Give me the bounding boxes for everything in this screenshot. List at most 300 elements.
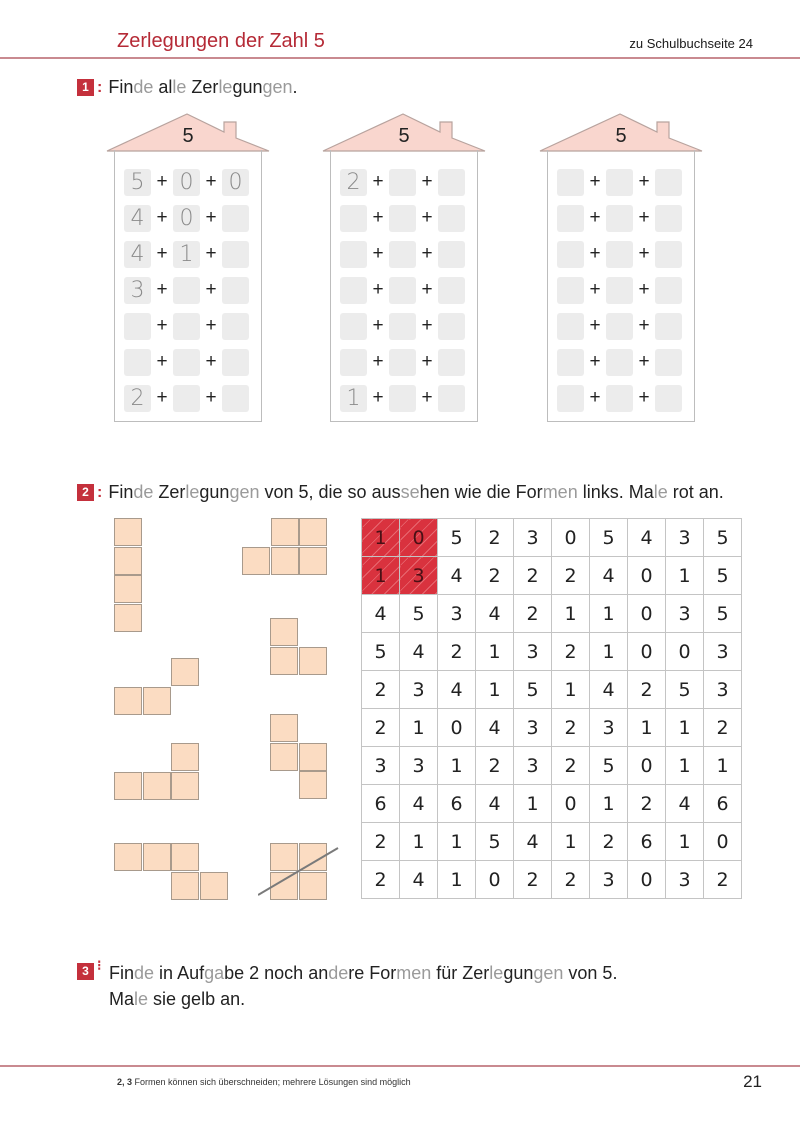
grid-cell[interactable]: 2 (704, 709, 742, 747)
grid-row (362, 557, 742, 595)
task-number-badge: 3 (77, 963, 94, 980)
grid-cell[interactable]: 0 (628, 557, 666, 595)
syllable: de (328, 963, 349, 983)
syllable: men (396, 963, 432, 983)
grid-cell[interactable]: 1 (590, 633, 628, 671)
grid-cell[interactable]: 0 (628, 861, 666, 899)
plus-sign: + (156, 351, 168, 372)
grid-cell[interactable]: 1 (400, 823, 438, 861)
answer-box[interactable] (173, 277, 200, 304)
plus-sign: + (421, 351, 433, 372)
shape-square (270, 647, 298, 675)
grid-cell[interactable]: 6 (362, 785, 400, 823)
plus-sign: + (589, 207, 601, 228)
grid-cell[interactable]: 1 (400, 709, 438, 747)
grid-cell[interactable]: 2 (362, 709, 400, 747)
answer-box[interactable] (222, 205, 249, 232)
grid-cell[interactable]: 3 (514, 633, 552, 671)
grid-cell[interactable]: 4 (400, 785, 438, 823)
plus-sign: + (638, 315, 650, 336)
grid-cell[interactable]: 3 (514, 709, 552, 747)
syllable: gen (229, 482, 260, 502)
grid-cell[interactable]: 6 (628, 823, 666, 861)
answer-box[interactable] (438, 205, 465, 232)
grid-cell[interactable]: 0 (666, 633, 704, 671)
grid-cell[interactable]: 3 (590, 861, 628, 899)
grid-cell[interactable]: 1 (666, 747, 704, 785)
grid-cell[interactable]: 4 (400, 633, 438, 671)
grid-cell[interactable]: 6 (438, 785, 476, 823)
decomposition-row (124, 348, 249, 376)
grid-cell[interactable]: 2 (476, 557, 514, 595)
plus-sign: + (372, 279, 384, 300)
grid-row (362, 633, 742, 671)
grid-cell[interactable]: 5 (400, 595, 438, 633)
shape-square (270, 714, 298, 742)
answer-box[interactable] (340, 277, 367, 304)
roof-number: 5 (615, 125, 627, 147)
decomposition-row (557, 240, 682, 268)
answer-box[interactable]: 0 (173, 205, 200, 232)
grid-cell[interactable]: 4 (514, 823, 552, 861)
shape-square (114, 575, 142, 603)
syllable: le (218, 77, 233, 97)
grid-row (362, 595, 742, 633)
plus-sign: + (372, 243, 384, 264)
task-2-text (108, 482, 723, 503)
plus-sign: + (589, 387, 601, 408)
grid-cell[interactable]: 2 (362, 671, 400, 709)
answer-box[interactable] (389, 241, 416, 268)
plus-sign: + (156, 279, 168, 300)
shape-square (114, 604, 142, 632)
grid-cell[interactable]: 2 (628, 671, 666, 709)
plus-sign: + (372, 207, 384, 228)
shape-square (242, 547, 270, 575)
decomposition-row (557, 168, 682, 196)
plus-sign: + (372, 315, 384, 336)
grid-cell[interactable]: 1 (438, 747, 476, 785)
syllable: gun (503, 963, 534, 983)
syllable: hen wie die For (419, 482, 543, 502)
grid-row (362, 823, 742, 861)
syllable: le (489, 963, 504, 983)
syllable: men (542, 482, 578, 502)
grid-cell[interactable]: 1 (552, 823, 590, 861)
answer-box[interactable] (124, 313, 151, 340)
syllable: von 5, die so aus (259, 482, 401, 502)
grid-cell[interactable]: 2 (438, 633, 476, 671)
answer-box[interactable] (438, 169, 465, 196)
plus-sign: + (205, 387, 217, 408)
grid-cell[interactable]: 2 (704, 861, 742, 899)
grid-cell[interactable]: 0 (704, 823, 742, 861)
decomposition-row (557, 312, 682, 340)
answer-box[interactable] (606, 349, 633, 376)
syllable: gun (232, 77, 263, 97)
grid-cell[interactable]: 2 (514, 557, 552, 595)
grid-cell[interactable]: 3 (400, 671, 438, 709)
answer-box[interactable] (389, 313, 416, 340)
decomposition-row (557, 384, 682, 412)
answer-box[interactable] (389, 385, 416, 412)
syllable: de (133, 482, 154, 502)
shape-square (171, 843, 199, 871)
grid-cell[interactable]: 1 (514, 785, 552, 823)
plus-sign: + (589, 171, 601, 192)
task-1-text (108, 77, 297, 98)
shape-square (299, 771, 327, 799)
grid-cell[interactable]: 2 (514, 595, 552, 633)
plus-sign: + (205, 315, 217, 336)
syllable: Fin (108, 482, 134, 502)
answer-box[interactable] (557, 205, 584, 232)
plus-sign: + (589, 243, 601, 264)
grid-cell[interactable]: 0 (552, 785, 590, 823)
grid-cell[interactable]: 2 (476, 519, 514, 557)
grid-cell[interactable]: 1 (552, 671, 590, 709)
grid-row (362, 519, 742, 557)
shape-square (171, 743, 199, 771)
answer-box[interactable] (557, 313, 584, 340)
answer-box[interactable] (438, 277, 465, 304)
grid-cell[interactable]: 4 (628, 519, 666, 557)
decomposition-row (557, 204, 682, 232)
grid-cell[interactable]: 2 (552, 633, 590, 671)
grid-cell[interactable]: 3 (704, 633, 742, 671)
answer-box[interactable] (438, 385, 465, 412)
grid-cell[interactable]: 1 (438, 823, 476, 861)
decomposition-row (124, 384, 249, 412)
grid-cell[interactable]: 1 (666, 557, 704, 595)
task-number-badge: 2 (77, 484, 94, 501)
plus-sign: + (372, 171, 384, 192)
answer-box[interactable] (606, 277, 633, 304)
answer-box[interactable]: 1 (173, 241, 200, 268)
decomposition-row (340, 168, 465, 196)
grid-cell[interactable]: 4 (476, 709, 514, 747)
plus-sign: + (156, 387, 168, 408)
answer-box[interactable] (438, 349, 465, 376)
plus-sign: + (156, 243, 168, 264)
syllable: Ma (109, 989, 135, 1009)
syllable: ga (204, 963, 225, 983)
grid-cell[interactable]: 3 (514, 519, 552, 557)
page-title: Zerlegungen der Zahl 5 (117, 30, 325, 52)
grid-cell[interactable]: 3 (400, 747, 438, 785)
answer-box[interactable] (655, 349, 682, 376)
grid-cell[interactable]: 3 (362, 747, 400, 785)
grid-row (362, 785, 742, 823)
grid-row (362, 671, 742, 709)
plus-sign: + (156, 171, 168, 192)
grid-cell[interactable]: 0 (628, 595, 666, 633)
answer-box[interactable] (389, 277, 416, 304)
plus-sign: + (205, 171, 217, 192)
answer-box[interactable] (389, 169, 416, 196)
answer-box[interactable] (655, 205, 682, 232)
answer-box[interactable] (557, 349, 584, 376)
answer-box[interactable] (222, 241, 249, 268)
grid-row (362, 861, 742, 899)
answer-box[interactable] (655, 241, 682, 268)
answer-box[interactable] (173, 313, 200, 340)
grid-cell[interactable]: 5 (704, 557, 742, 595)
answer-box[interactable] (173, 385, 200, 412)
answer-box[interactable] (389, 349, 416, 376)
grid-cell[interactable]: 3 (666, 519, 704, 557)
syllable: gen (262, 77, 293, 97)
answer-box[interactable] (222, 277, 249, 304)
grid-cell[interactable]: 2 (514, 861, 552, 899)
task-1-instruction (77, 77, 298, 98)
syllable: de (134, 963, 155, 983)
roof-number: 5 (182, 125, 194, 147)
answer-box[interactable] (222, 313, 249, 340)
footer-note (117, 1077, 411, 1087)
grid-row (362, 709, 742, 747)
grid-cell[interactable]: 5 (514, 671, 552, 709)
plus-sign: + (156, 207, 168, 228)
syllable: le (172, 77, 187, 97)
textbook-page-reference: zu Schulbuchseite 24 (629, 36, 753, 51)
answer-box[interactable] (606, 385, 633, 412)
grid-cell[interactable]: 5 (704, 519, 742, 557)
answer-box[interactable]: 0 (222, 169, 249, 196)
grid-cell[interactable]: 1 (362, 519, 400, 557)
shape-square (200, 872, 228, 900)
plus-sign: + (205, 279, 217, 300)
footer-divider (0, 1065, 800, 1067)
syllable: le (134, 989, 149, 1009)
syllable: be 2 noch an (224, 963, 329, 983)
decomposition-row (340, 312, 465, 340)
grid-cell[interactable]: 1 (590, 785, 628, 823)
grid-cell[interactable]: 0 (438, 709, 476, 747)
grid-cell[interactable]: 2 (628, 785, 666, 823)
grid-cell[interactable]: 1 (438, 861, 476, 899)
answer-box[interactable] (222, 385, 249, 412)
plus-sign: + (205, 207, 217, 228)
answer-box[interactable] (557, 169, 584, 196)
plus-sign: + (421, 207, 433, 228)
shape-square (143, 843, 171, 871)
plus-sign: + (205, 351, 217, 372)
answer-box[interactable] (222, 349, 249, 376)
grid-cell[interactable]: 3 (704, 671, 742, 709)
plus-sign: + (372, 351, 384, 372)
plus-sign: + (421, 315, 433, 336)
syllable: Zer (186, 77, 219, 97)
answer-box[interactable] (606, 169, 633, 196)
syllable: Fin (109, 963, 135, 983)
grid-cell[interactable]: 0 (628, 633, 666, 671)
answer-box[interactable] (557, 385, 584, 412)
grid-cell[interactable]: 4 (590, 557, 628, 595)
answer-box[interactable]: 3 (124, 277, 151, 304)
shape-square (270, 743, 298, 771)
shape-square (114, 547, 142, 575)
grid-cell[interactable]: 3 (438, 595, 476, 633)
answer-box[interactable]: 5 (124, 169, 151, 196)
answer-box[interactable] (438, 313, 465, 340)
decomposition-row (340, 384, 465, 412)
grid-cell[interactable]: 4 (438, 557, 476, 595)
shape-square (299, 743, 327, 771)
answer-box[interactable] (173, 349, 200, 376)
grid-cell[interactable]: 1 (666, 709, 704, 747)
grid-cell[interactable]: 0 (400, 519, 438, 557)
grid-cell[interactable]: 2 (552, 709, 590, 747)
grid-cell[interactable]: 0 (476, 861, 514, 899)
syllable: le (185, 482, 200, 502)
grid-cell[interactable]: 6 (704, 785, 742, 823)
number-house-3 (538, 113, 704, 428)
footer-note-tasks: 2, 3 (117, 1077, 133, 1087)
decomposition-row (340, 276, 465, 304)
grid-cell[interactable]: 4 (438, 671, 476, 709)
plus-sign: + (638, 207, 650, 228)
grid-cell[interactable]: 3 (590, 709, 628, 747)
syllable: Fin (108, 77, 134, 97)
shape-square (143, 687, 171, 715)
plus-sign: + (638, 171, 650, 192)
grid-cell[interactable]: 4 (362, 595, 400, 633)
grid-cell[interactable]: 2 (590, 823, 628, 861)
decomposition-row (557, 276, 682, 304)
decomposition-row (557, 348, 682, 376)
answer-box[interactable] (340, 205, 367, 232)
grid-cell[interactable]: 4 (476, 595, 514, 633)
shape-square (171, 872, 199, 900)
task-dots-icon: : (97, 78, 103, 96)
syllable: re For (348, 963, 397, 983)
number-grid (361, 518, 742, 899)
plus-sign: + (589, 279, 601, 300)
grid-cell[interactable]: 2 (362, 823, 400, 861)
answer-box[interactable] (438, 241, 465, 268)
answer-box[interactable] (606, 205, 633, 232)
answer-box[interactable]: 2 (340, 169, 367, 196)
syllable: le (653, 482, 668, 502)
answer-box[interactable] (340, 349, 367, 376)
grid-cell[interactable]: 1 (704, 747, 742, 785)
grid-cell[interactable]: 1 (552, 595, 590, 633)
page-number: 21 (743, 1072, 762, 1091)
decomposition-row (340, 348, 465, 376)
answer-box[interactable] (655, 169, 682, 196)
task-3-text-line-2 (109, 986, 617, 1012)
syllable: von 5. (563, 963, 618, 983)
grid-cell[interactable]: 2 (476, 747, 514, 785)
roof-number: 5 (398, 125, 410, 147)
plus-sign: + (638, 243, 650, 264)
grid-cell[interactable]: 2 (362, 861, 400, 899)
syllable: links. Ma (577, 482, 654, 502)
answer-box[interactable]: 4 (124, 205, 151, 232)
answer-box[interactable] (606, 241, 633, 268)
shape-square (114, 687, 142, 715)
plus-sign: + (421, 387, 433, 408)
grid-cell[interactable]: 2 (552, 747, 590, 785)
grid-cell[interactable]: 1 (476, 633, 514, 671)
grid-cell[interactable]: 5 (666, 671, 704, 709)
answer-box[interactable] (124, 349, 151, 376)
grid-cell[interactable]: 5 (590, 519, 628, 557)
answer-box[interactable] (557, 277, 584, 304)
grid-cell[interactable]: 5 (362, 633, 400, 671)
plus-sign: + (421, 243, 433, 264)
shape-square (299, 547, 327, 575)
grid-cell[interactable]: 4 (666, 785, 704, 823)
footer-note-text: Formen können sich überschneiden; mehrere Lösungen sind möglich (132, 1077, 411, 1087)
decomposition-row (124, 240, 249, 268)
answer-box[interactable] (606, 313, 633, 340)
grid-cell[interactable]: 4 (400, 861, 438, 899)
plus-sign: + (638, 351, 650, 372)
grid-cell[interactable]: 3 (400, 557, 438, 595)
shape-square (270, 618, 298, 646)
grid-cell[interactable]: 5 (590, 747, 628, 785)
syllable: sie gelb an. (148, 989, 246, 1009)
task-dots-icon: : (97, 483, 103, 501)
grid-cell[interactable]: 1 (362, 557, 400, 595)
grid-cell[interactable]: 1 (476, 671, 514, 709)
syllable: se (400, 482, 420, 502)
answer-box[interactable] (655, 385, 682, 412)
grid-cell[interactable]: 2 (552, 557, 590, 595)
grid-cell[interactable]: 1 (628, 709, 666, 747)
grid-row (362, 747, 742, 785)
answer-box[interactable] (655, 277, 682, 304)
answer-box[interactable]: 1 (340, 385, 367, 412)
plus-sign: + (421, 171, 433, 192)
plus-sign: + (372, 387, 384, 408)
grid-cell[interactable]: 0 (552, 519, 590, 557)
shape-square (299, 518, 327, 546)
grid-cell[interactable]: 0 (628, 747, 666, 785)
answer-box[interactable]: 2 (124, 385, 151, 412)
answer-box[interactable]: 0 (173, 169, 200, 196)
answer-box[interactable] (389, 205, 416, 232)
answer-box[interactable] (557, 241, 584, 268)
answer-box[interactable] (655, 313, 682, 340)
grid-cell[interactable]: 3 (666, 861, 704, 899)
shape-square (114, 772, 142, 800)
grid-cell[interactable]: 1 (666, 823, 704, 861)
decomposition-row (124, 204, 249, 232)
shape-square (114, 843, 142, 871)
grid-cell[interactable]: 4 (590, 671, 628, 709)
grid-cell[interactable]: 1 (590, 595, 628, 633)
grid-cell[interactable]: 5 (704, 595, 742, 633)
grid-cell[interactable]: 3 (666, 595, 704, 633)
plus-sign: + (421, 279, 433, 300)
answer-box[interactable] (340, 313, 367, 340)
grid-cell[interactable]: 3 (514, 747, 552, 785)
grid-cell[interactable]: 5 (476, 823, 514, 861)
answer-box[interactable]: 4 (124, 241, 151, 268)
grid-cell[interactable]: 5 (438, 519, 476, 557)
shape-square (143, 772, 171, 800)
plus-sign: + (156, 315, 168, 336)
grid-cell[interactable]: 2 (552, 861, 590, 899)
decomposition-row (340, 240, 465, 268)
grid-cell[interactable]: 4 (476, 785, 514, 823)
shape-square (271, 518, 299, 546)
syllable: . (292, 77, 298, 97)
answer-box[interactable] (340, 241, 367, 268)
